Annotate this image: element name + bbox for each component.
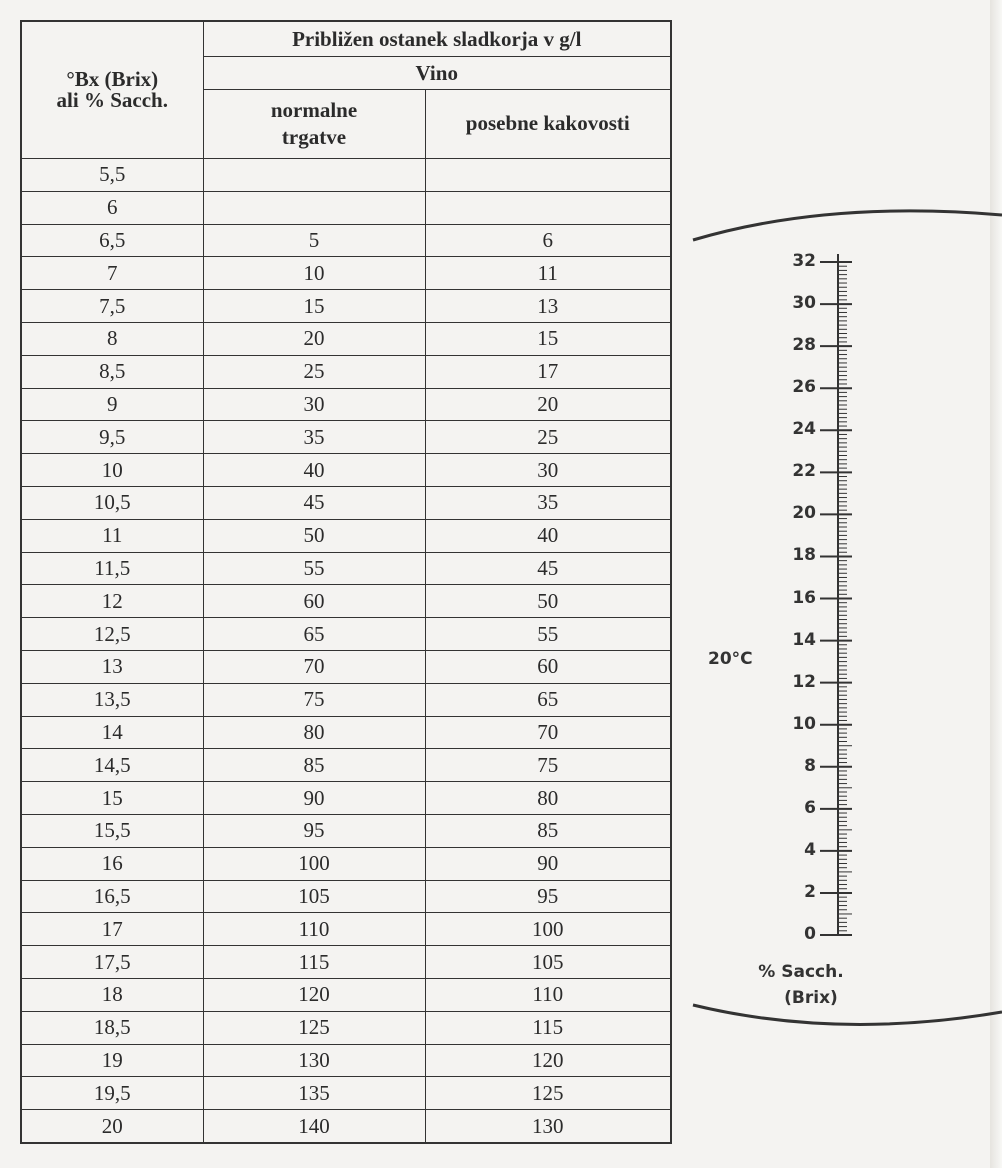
cell-normal: 110 <box>203 913 425 946</box>
cell-special: 95 <box>425 880 671 913</box>
cell-special: 6 <box>425 224 671 257</box>
table-row <box>21 585 671 618</box>
scale-label: 28 <box>792 335 816 356</box>
table-row <box>21 618 671 651</box>
header-normal-line1: normalne <box>270 97 358 122</box>
cell-bx: 6,5 <box>21 224 203 257</box>
cell-normal: 140 <box>203 1110 425 1143</box>
cell-normal: 40 <box>203 454 425 487</box>
cell-special: 30 <box>425 454 671 487</box>
cell-bx: 9 <box>21 388 203 421</box>
cell-normal: 35 <box>203 421 425 454</box>
sugar-residue-table-sheet <box>20 20 672 1146</box>
table-row <box>21 519 671 552</box>
table-row <box>21 683 671 716</box>
scale-label: 6 <box>804 797 816 818</box>
cell-special: 20 <box>425 388 671 421</box>
table-row <box>21 159 671 192</box>
table-row <box>21 552 671 585</box>
cell-bx: 19 <box>21 1044 203 1077</box>
cell-special: 85 <box>425 814 671 847</box>
cell-special: 50 <box>425 585 671 618</box>
cell-special: 17 <box>425 355 671 388</box>
table-row <box>21 454 671 487</box>
table-row <box>21 1011 671 1044</box>
cell-special: 80 <box>425 782 671 815</box>
cell-normal: 45 <box>203 486 425 519</box>
cell-bx: 8,5 <box>21 355 203 388</box>
table-row <box>21 814 671 847</box>
cell-normal: 120 <box>203 978 425 1011</box>
header-special-quality: posebne kakovosti <box>425 90 671 159</box>
refractometer-scale <box>688 190 1002 1050</box>
cell-special: 55 <box>425 618 671 651</box>
cell-special: 90 <box>425 847 671 880</box>
table-row <box>21 191 671 224</box>
cell-normal: 80 <box>203 716 425 749</box>
cell-normal <box>203 159 425 192</box>
scale-label: 2 <box>804 881 816 902</box>
cell-bx: 12,5 <box>21 618 203 651</box>
cell-bx: 7,5 <box>21 290 203 323</box>
table-row <box>21 1110 671 1143</box>
table-row <box>21 322 671 355</box>
scale-label: 24 <box>792 419 816 440</box>
cell-normal: 55 <box>203 552 425 585</box>
cell-bx: 20 <box>21 1110 203 1143</box>
table-row <box>21 388 671 421</box>
table-row <box>21 749 671 782</box>
table-row <box>21 978 671 1011</box>
cell-normal: 65 <box>203 618 425 651</box>
scale-label: 20 <box>792 503 816 524</box>
cell-bx: 10,5 <box>21 486 203 519</box>
table-row <box>21 782 671 815</box>
table-row <box>21 1044 671 1077</box>
header-brix-line1: °Bx (Brix) <box>66 67 159 91</box>
cell-normal: 60 <box>203 585 425 618</box>
cell-normal: 95 <box>203 814 425 847</box>
cell-bx: 16 <box>21 847 203 880</box>
cell-special: 100 <box>425 913 671 946</box>
cell-special: 35 <box>425 486 671 519</box>
unit-label-brix: (Brix) <box>784 988 838 1008</box>
cell-bx: 11,5 <box>21 552 203 585</box>
cell-special: 115 <box>425 1011 671 1044</box>
cell-normal: 5 <box>203 224 425 257</box>
sugar-residue-table <box>20 20 672 1144</box>
cell-normal: 10 <box>203 257 425 290</box>
header-wine: Vino <box>203 57 671 90</box>
scale-label: 0 <box>804 924 816 944</box>
table-row <box>21 355 671 388</box>
cell-normal: 100 <box>203 847 425 880</box>
cell-bx: 13 <box>21 650 203 683</box>
cell-bx: 14,5 <box>21 749 203 782</box>
cell-bx: 11 <box>21 519 203 552</box>
cell-normal: 30 <box>203 388 425 421</box>
cell-special: 15 <box>425 322 671 355</box>
cell-special: 105 <box>425 946 671 979</box>
scale-label: 32 <box>792 251 816 271</box>
cell-special: 25 <box>425 421 671 454</box>
cell-normal: 135 <box>203 1077 425 1110</box>
cell-normal: 105 <box>203 880 425 913</box>
scale-label: 10 <box>792 713 816 734</box>
cell-bx: 17 <box>21 913 203 946</box>
cell-normal: 115 <box>203 946 425 979</box>
cell-normal: 25 <box>203 355 425 388</box>
cell-special: 120 <box>425 1044 671 1077</box>
cell-special: 75 <box>425 749 671 782</box>
cell-special: 130 <box>425 1110 671 1143</box>
cell-special: 13 <box>425 290 671 323</box>
cell-bx: 8 <box>21 322 203 355</box>
cell-normal: 130 <box>203 1044 425 1077</box>
cell-normal: 75 <box>203 683 425 716</box>
unit-label-sacch: % Sacch. <box>758 962 844 982</box>
cell-bx: 13,5 <box>21 683 203 716</box>
cell-special <box>425 159 671 192</box>
header-brix <box>21 21 203 159</box>
cell-normal <box>203 191 425 224</box>
cell-bx: 18 <box>21 978 203 1011</box>
cell-special: 65 <box>425 683 671 716</box>
scale-label: 4 <box>804 839 816 860</box>
scale-label: 30 <box>792 293 816 314</box>
cell-bx: 9,5 <box>21 421 203 454</box>
cell-bx: 12 <box>21 585 203 618</box>
cell-bx: 16,5 <box>21 880 203 913</box>
cell-special: 60 <box>425 650 671 683</box>
refractometer-drawing <box>688 190 1002 1050</box>
cell-special: 40 <box>425 519 671 552</box>
table-row <box>21 913 671 946</box>
table-row <box>21 847 671 880</box>
cell-special: 110 <box>425 978 671 1011</box>
cell-normal: 50 <box>203 519 425 552</box>
table-row <box>21 650 671 683</box>
scale-label: 18 <box>792 545 816 566</box>
cell-bx: 15 <box>21 782 203 815</box>
cell-bx: 18,5 <box>21 1011 203 1044</box>
scale-label: 8 <box>804 755 816 776</box>
view-arc-top <box>693 211 1002 240</box>
scale-label: 14 <box>792 629 816 650</box>
header-main-title: Približen ostanek sladkorja v g/l <box>203 21 671 57</box>
scale-label: 22 <box>792 461 816 482</box>
cell-bx: 19,5 <box>21 1077 203 1110</box>
cell-normal: 15 <box>203 290 425 323</box>
table-row <box>21 224 671 257</box>
table-row <box>21 716 671 749</box>
cell-bx: 15,5 <box>21 814 203 847</box>
cell-special: 70 <box>425 716 671 749</box>
table-body <box>21 159 671 1144</box>
cell-normal: 20 <box>203 322 425 355</box>
cell-normal: 70 <box>203 650 425 683</box>
scale-label: 12 <box>792 671 816 692</box>
table-row <box>21 421 671 454</box>
cell-bx: 5,5 <box>21 159 203 192</box>
cell-special: 125 <box>425 1077 671 1110</box>
header-brix-line2: ali % Sacch. <box>56 88 168 112</box>
temperature-label: 20°C <box>708 649 753 669</box>
scale-label: 16 <box>792 587 816 608</box>
cell-normal: 125 <box>203 1011 425 1044</box>
table-row <box>21 880 671 913</box>
header-normal-harvest <box>203 90 425 159</box>
header-normal-line2: trgatve <box>281 125 347 149</box>
cell-special: 11 <box>425 257 671 290</box>
cell-special: 45 <box>425 552 671 585</box>
cell-bx: 6 <box>21 191 203 224</box>
cell-normal: 85 <box>203 749 425 782</box>
table-row <box>21 1077 671 1110</box>
table-row <box>21 486 671 519</box>
cell-special <box>425 191 671 224</box>
table-row <box>21 946 671 979</box>
cell-bx: 7 <box>21 257 203 290</box>
scale-label: 26 <box>792 377 816 398</box>
cell-bx: 10 <box>21 454 203 487</box>
cell-bx: 14 <box>21 716 203 749</box>
cell-bx: 17,5 <box>21 946 203 979</box>
table-row <box>21 257 671 290</box>
cell-normal: 90 <box>203 782 425 815</box>
table-row <box>21 290 671 323</box>
